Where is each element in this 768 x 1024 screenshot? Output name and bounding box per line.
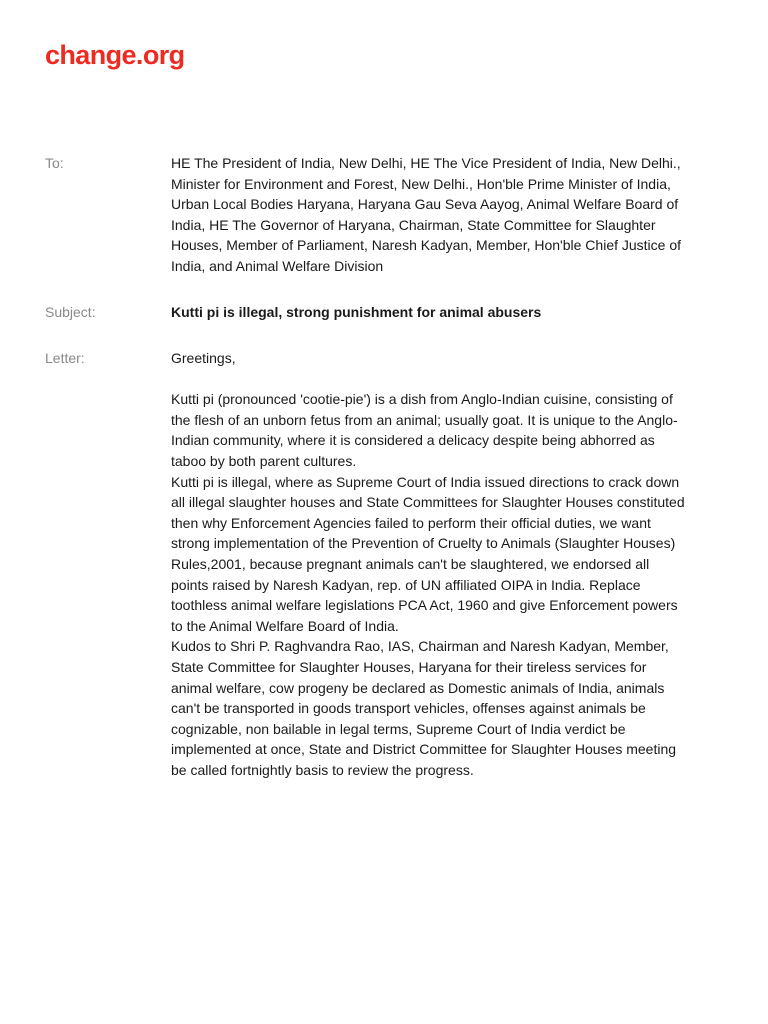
letter-label: Letter:: [45, 350, 85, 366]
letter-line: all illegal slaughter houses and State Committees for Slaughter Houses constituted: [171, 494, 685, 511]
recipients-line: India, HE The Governor of Haryana, Chairman, State Committee for Slaughter: [171, 216, 656, 233]
change-org-logo: change.org: [45, 40, 185, 70]
to-label: To:: [45, 155, 64, 171]
letter-line: can't be transported in goods transport vehicles, offenses against animals be: [171, 700, 646, 717]
letter-line: then why Enforcement Agencies failed to perform their official duties, we want: [171, 514, 651, 531]
subject-text: Kutti pi is illegal, strong punishment for animal abusers: [171, 304, 542, 320]
letter-line: points raised by Naresh Kadyan, rep. of UN affiliated OIPA in India. Replace: [171, 576, 641, 593]
recipients-line: Houses, Member of Parliament, Naresh Kadyan, Member, Hon'ble Chief Justice of: [171, 237, 682, 254]
letter-line: Indian community, where it is considered a delicacy despite being abhorred as: [171, 432, 655, 449]
letter-line: Kutti pi is illegal, where as Supreme Court of India issued directions to crack down: [171, 473, 680, 490]
letter-line: taboo by both parent cultures.: [171, 452, 357, 469]
letter-line: the flesh of an unborn fetus from an animal; usually goat. It is unique to the Anglo-: [171, 411, 678, 428]
recipients-line: India, and Animal Welfare Division: [171, 257, 384, 274]
letter-line: to the Animal Welfare Board of India.: [171, 617, 399, 634]
letter-line: be called fortnightly basis to review the progress.: [171, 761, 474, 778]
recipients-line: Minister for Environment and Forest, New Delhi., Hon'ble Prime Minister of India,: [171, 175, 671, 192]
letter-line: Kudos to Shri P. Raghvandra Rao, IAS, Chairman and Naresh Kadyan, Member,: [171, 638, 669, 655]
letter-line: animal welfare, cow progeny be declared as Domestic animals of India, animals: [171, 679, 665, 696]
letter-line: cognizable, non bailable in legal terms, Supreme Court of India verdict be: [171, 720, 626, 737]
letter-line: toothless animal welfare legislations PCA Act, 1960 and give Enforcement powers: [171, 597, 678, 614]
letter-line: strong implementation of the Prevention of Cruelty to Animals (Slaughter Houses): [171, 535, 676, 552]
letter-line: Kutti pi (pronounced 'cootie-pie') is a dish from Anglo-Indian cuisine, consisting of: [171, 391, 673, 408]
letter-greeting: Greetings,: [171, 350, 236, 366]
recipients-line: Urban Local Bodies Haryana, Haryana Gau Seva Aayog, Animal Welfare Board of: [171, 196, 679, 213]
subject-label: Subject:: [45, 304, 96, 320]
recipients-text: [171, 153, 727, 277]
letter-line: Rules,2001, because pregnant animals can't be slaughtered, we endorsed all: [171, 555, 650, 572]
letter-line: implemented at once, State and District Committee for Slaughter Houses meeting: [171, 741, 677, 758]
letter-paragraphs: [171, 389, 727, 780]
letter-line: State Committee for Slaughter Houses, Haryana for their tireless services for: [171, 658, 647, 675]
recipients-line: HE The President of India, New Delhi, HE The Vice President of India, New Delhi.,: [171, 155, 681, 171]
letter-body: [171, 348, 727, 780]
